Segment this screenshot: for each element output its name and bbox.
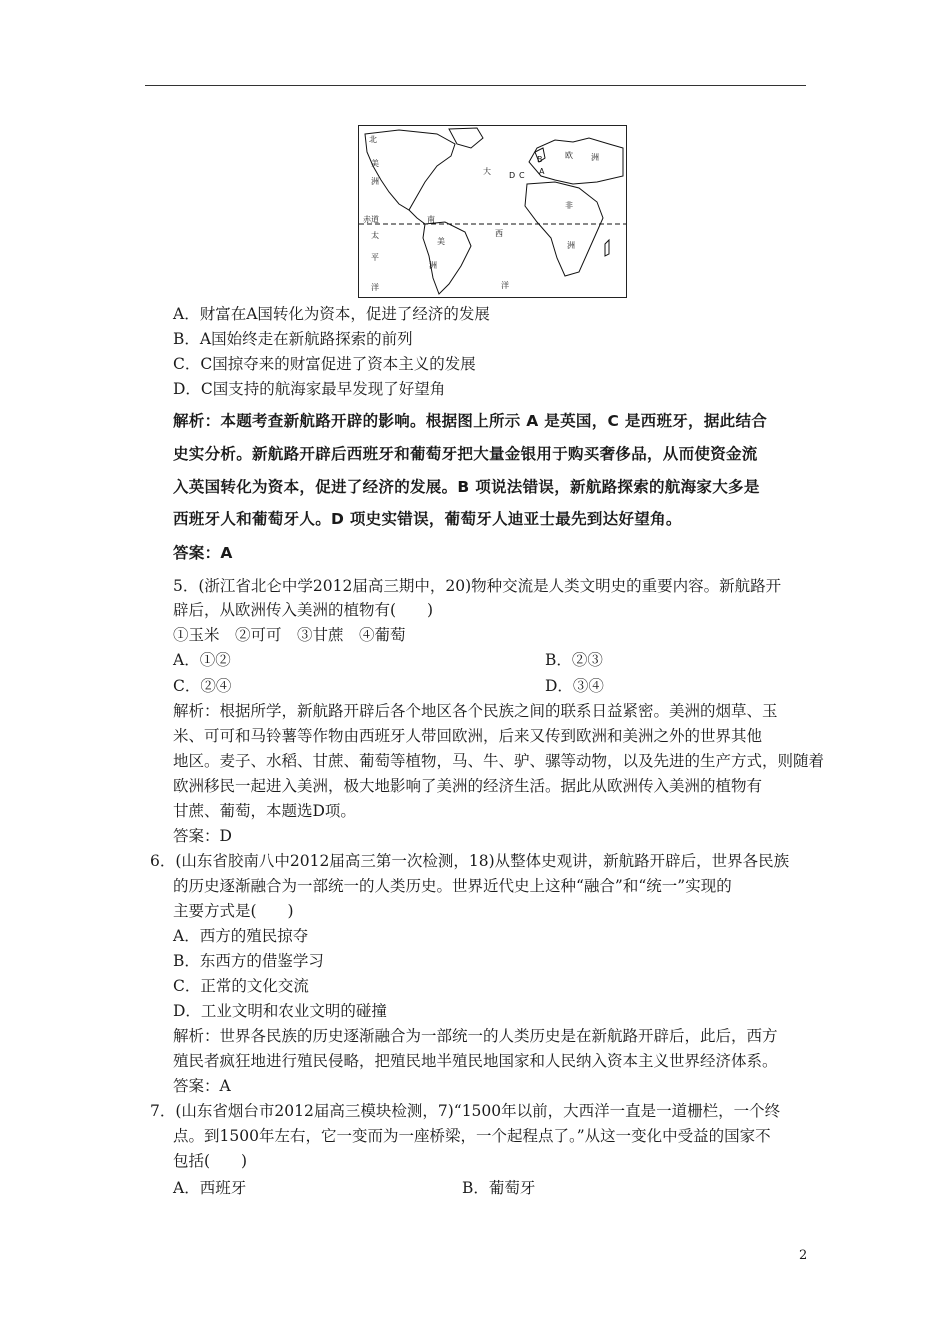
svg-text:洲: 洲 — [429, 261, 437, 270]
q5-analysis-line: 地区。麦子、水稻、甘蔗、葡萄等植物，马、牛、驴、骡等动物，以及先进的生产方式，则随着 — [173, 752, 825, 770]
svg-text:洲: 洲 — [591, 153, 599, 162]
q5-analysis-line: 欧洲移民一起进入美洲，极大地影响了美洲的经济生活。据此从欧洲传入美洲的植物有 — [173, 777, 763, 795]
q4-analysis-line: 解析：本题考查新航路开辟的影响。根据图上所示 A 是英国，C 是西班牙，据此结合 — [173, 412, 768, 430]
svg-text:赤道: 赤道 — [363, 215, 379, 224]
svg-text:西: 西 — [495, 229, 503, 238]
svg-text:C: C — [519, 171, 525, 180]
q6-stem-line: 6．(山东省胶南八中2012届高三第一次检测，18)从整体史观讲，新航路开辟后，世界各民族 — [150, 852, 790, 870]
q7-stem-line: 7．(山东省烟台市2012届高三模块检测，7)“1500年以前，大西洋一直是一道栅栏，一个终 — [150, 1102, 781, 1120]
svg-text:平: 平 — [371, 253, 379, 262]
svg-text:洲: 洲 — [567, 241, 575, 250]
q6-analysis-line: 殖民者疯狂地进行殖民侵略，把殖民地半殖民地国家和人民纳入资本主义世界经济体系。 — [173, 1052, 778, 1070]
q4-analysis-line: 史实分析。新航路开辟后西班牙和葡萄牙把大量金银用于购买奢侈品，从而使资金流 — [173, 445, 758, 463]
africa-shape — [525, 182, 603, 276]
q6-option-a: A．西方的殖民掠夺 — [173, 927, 309, 945]
q7-stem-line: 包括( ) — [173, 1152, 248, 1170]
world-map-figure — [358, 125, 627, 298]
q4-option-c: C．C国掠夺来的财富促进了资本主义的发展 — [173, 355, 476, 373]
south-america-shape — [423, 222, 471, 294]
svg-text:B: B — [537, 155, 543, 164]
q5-analysis-line: 甘蔗、葡萄，本题选D项。 — [173, 802, 356, 820]
q5-analysis-line: 解析：根据所学，新航路开辟后各个地区各个民族之间的联系日益紧密。美洲的烟草、玉 — [173, 702, 778, 720]
q7-option-b: B．葡萄牙 — [462, 1179, 536, 1197]
svg-text:洲: 洲 — [371, 177, 379, 186]
page-number: 2 — [799, 1248, 808, 1263]
svg-text:洋: 洋 — [371, 283, 379, 292]
svg-text:非: 非 — [565, 201, 573, 210]
svg-text:北: 北 — [369, 135, 377, 144]
svg-text:美: 美 — [371, 159, 379, 168]
q7-stem-line: 点。到1500年左右，它一变而为一座桥梁，一个起程点了。”从这一变化中受益的国家不 — [173, 1127, 771, 1145]
svg-text:大: 大 — [483, 167, 491, 176]
svg-text:A: A — [539, 167, 545, 176]
q5-option-b: B．②③ — [545, 651, 603, 669]
header-rule — [145, 85, 806, 86]
q4-analysis-line: 西班牙人和葡萄牙人。D 项史实错误，葡萄牙人迪亚士最先到达好望角。 — [173, 510, 682, 528]
q5-stem-line: 5．(浙江省北仑中学2012届高三期中，20)物种交流是人类文明史的重要内容。新航路开 — [173, 577, 782, 595]
q5-option-a: A．①② — [173, 651, 231, 669]
svg-text:欧: 欧 — [565, 151, 573, 160]
svg-text:D: D — [509, 171, 516, 180]
q6-stem-line: 主要方式是( ) — [173, 902, 294, 920]
q4-answer: 答案：A — [173, 544, 233, 562]
q6-option-d: D．工业文明和农业文明的碰撞 — [173, 1002, 387, 1020]
q6-analysis-line: 解析：世界各民族的历史逐渐融合为一部统一的人类历史是在新航路开辟后，此后，西方 — [173, 1027, 778, 1045]
q5-option-c: C．②④ — [173, 677, 232, 695]
q5-answer: 答案：D — [173, 827, 232, 845]
q6-stem-line: 的历史逐渐融合为一部统一的人类历史。世界近代史上这种“融合”和“统一”实现的 — [173, 877, 732, 895]
north-america-shape — [365, 130, 455, 210]
svg-text:南: 南 — [427, 215, 435, 224]
q6-option-b: B．东西方的借鉴学习 — [173, 952, 324, 970]
europe-shape — [529, 138, 623, 184]
q5-items: ①玉米 ②可可 ③甘蔗 ④葡萄 — [173, 626, 406, 644]
q4-option-a: A．财富在A国转化为资本，促进了经济的发展 — [173, 305, 490, 323]
greenland-shape — [449, 128, 483, 148]
q5-analysis-line: 米、可可和马铃薯等作物由西班牙人带回欧洲，后来又传到欧洲和美洲之外的世界其他 — [173, 727, 763, 745]
svg-text:太: 太 — [371, 231, 379, 240]
q5-option-d: D．③④ — [545, 677, 604, 695]
svg-text:美: 美 — [437, 237, 445, 246]
q4-analysis-line: 入英国转化为资本，促进了经济的发展。B 项说法错误，新航路探索的航海家大多是 — [173, 478, 760, 496]
q4-option-d: D．C国支持的航海家最早发现了好望角 — [173, 380, 446, 398]
q6-answer: 答案：A — [173, 1077, 231, 1095]
q4-option-b: B．A国始终走在新航路探索的前列 — [173, 330, 413, 348]
svg-text:洋: 洋 — [501, 281, 509, 290]
q5-stem-line: 辟后，从欧洲传入美洲的植物有( ) — [173, 601, 434, 619]
q6-option-c: C．正常的文化交流 — [173, 977, 309, 995]
world-map — [359, 126, 626, 297]
q7-option-a: A．西班牙 — [173, 1179, 247, 1197]
